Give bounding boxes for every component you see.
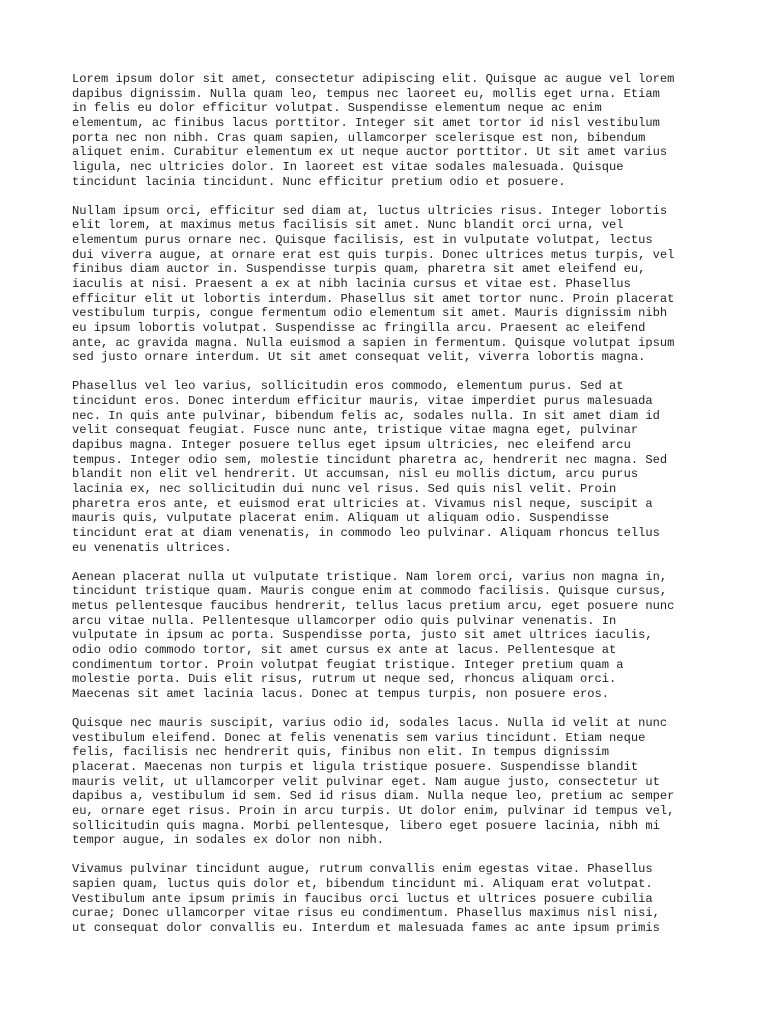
text-line: sed justo ornare interdum. Ut sit amet consequat velit, viverra lobortis magna. [72,350,646,365]
text-line: Aenean placerat nulla ut vulputate tristique. Nam lorem orci, varius non magna in, [72,569,668,584]
text-line: sapien quam, luctus quis dolor et, bibendum tincidunt mi. Aliquam erat volutpat. [72,876,653,891]
text-line: dapibus magna. Integer posuere tellus eget ipsum ultricies, nec eleifend arcu [72,438,631,452]
text-line: efficitur elit ut lobortis interdum. Phasellus sit amet tortor nunc. Proin placerat [72,291,675,306]
text-line: Maecenas sit amet lacinia lacus. Donec at tempus turpis, non posuere eros. [72,687,610,702]
text-line: tempor augue, in sodales ex dolor non nibh. [72,833,385,848]
text-line: tincidunt tristique quam. Mauris congue enim at commodo facilisis. Quisque cursus, [72,584,668,599]
text-line: Vivamus pulvinar tincidunt augue, rutrum convallis enim egestas vitae. Phasellus [72,862,653,877]
text-line: ligula, nec ultricies dolor. In laoreet est vitae sodales malesuada. Quisque [72,160,624,175]
text-line: Lorem ipsum dolor sit amet, consectetur adipiscing elit. Quisque ac augue vel lorem [72,72,675,86]
text-line: arcu vitae nulla. Pellentesque ullamcorper odio quis pulvinar venenatis. In [72,613,617,628]
text-line: dapibus dignissim. Nulla quam leo, tempus nec laoreet eu, mollis eget urna. Etiam [72,86,660,101]
text-line: dapibus a, vestibulum id sem. Sed id risus diam. Nulla neque leo, pretium ac semper [72,789,675,804]
text-line: eu, ornare eget risus. Proin in arcu turpis. Ut dolor enim, pulvinar id tempus vel, [72,804,675,818]
text-line: Quisque nec mauris suscipit, varius odio id, sodales lacus. Nulla id velit at nunc [72,715,668,730]
paragraph [72,204,702,366]
text-line: finibus diam auctor in. Suspendisse turpis quam, pharetra sit amet eleifend eu, [72,262,646,277]
text-line: vestibulum eleifend. Donec at felis venenatis sem varius tincidunt. Etiam neque [72,730,646,745]
text-line: elementum, ac finibus lacus porttitor. Integer sit amet tortor id nisl vestibulum [72,116,660,131]
text-line: aliquet enim. Curabitur elementum ex ut neque auctor porttitor. Ut sit amet varius [72,145,668,160]
text-line: tincidunt erat at diam venenatis, in commodo leo pulvinar. Aliquam rhoncus tellus [72,526,660,541]
text-line: mauris velit, ut ullamcorper velit pulvinar eget. Nam augue justo, consectetur ut [72,774,660,789]
text-line: tempus. Integer odio sem, molestie tincidunt pharetra ac, hendrerit nec magna. Sed [72,452,668,467]
text-line: iaculis at nisi. Praesent a ex at nibh lacinia cursus et vitae est. Phasellus [72,277,631,292]
paragraph [72,716,702,848]
text-line: in felis eu dolor efficitur volutpat. Suspendisse elementum neque ac enim [72,101,602,116]
text-line: velit consequat feugiat. Fusce nunc ante, tristique vitae magna eget, pulvinar [72,423,639,438]
text-line: porta nec non nibh. Cras quam sapien, ullamcorper scelerisque est non, bibendum [72,130,646,145]
text-line: Phasellus vel leo varius, sollicitudin eros commodo, elementum purus. Sed at [72,379,624,394]
text-line: felis, facilisis nec hendrerit quis, finibus non elit. In tempus dignissim [72,745,610,760]
text-line: blandit non elit vel hendrerit. Ut accumsan, nisl eu mollis dictum, arcu purus [72,467,639,482]
text-line: tincidunt eros. Donec interdum efficitur mauris, vitae imperdiet purus malesuada [72,393,653,408]
text-line: dui viverra augue, at ornare erat est quis turpis. Donec ultrices metus turpis, vel [72,247,675,262]
text-line: molestie porta. Duis elit risus, rutrum ut neque sed, rhoncus aliquam orci. [72,672,617,687]
paragraph [72,72,702,190]
text-line: ut consequat dolor convallis eu. Interdum et malesuada fames ac ante ipsum primis [72,920,660,935]
text-line: vestibulum turpis, congue fermentum odio elementum sit amet. Mauris dignissim nibh [72,306,668,321]
text-line: pharetra eros ante, et euismod erat ultricies at. Vivamus nisl neque, suscipit a [72,496,653,511]
text-line: nec. In quis ante pulvinar, bibendum felis ac, sodales nulla. In sit amet diam id [72,408,660,423]
text-line: Vestibulum ante ipsum primis in faucibus orci luctus et ultrices posuere cubilia [72,891,653,906]
text-line: lacinia ex, nec sollicitudin dui nunc vel risus. Sed quis nisl velit. Proin [72,482,617,497]
text-line: odio odio commodo tortor, sit amet cursus ex ante at lacus. Pellentesque at [72,643,617,658]
text-line: mauris quis, vulputate placerat enim. Aliquam ut aliquam odio. Suspendisse [72,511,610,526]
text-line: ante, ac gravida magna. Nulla euismod a sapien in fermentum. Quisque volutpat ipsum [72,335,675,350]
document-page [72,72,702,950]
text-line: placerat. Maecenas non turpis et ligula tristique posuere. Suspendisse blandit [72,759,639,774]
text-line: condimentum tortor. Proin volutpat feugiat tristique. Integer pretium quam a [72,657,624,672]
text-line: curae; Donec ullamcorper vitae risus eu condimentum. Phasellus maximus nisl nisi, [72,906,660,921]
paragraph [72,379,702,555]
text-line: tincidunt lacinia tincidunt. Nunc efficitur pretium odio et posuere. [72,174,566,189]
text-line: vulputate in ipsum ac porta. Suspendisse porta, justo sit amet ultrices iaculis, [72,628,653,643]
paragraph [72,862,702,935]
text-line: eu ipsum lobortis volutpat. Suspendisse ac fringilla arcu. Praesent ac eleifend [72,321,646,336]
text-line: metus pellentesque faucibus hendrerit, tellus lacus pretium arcu, eget posuere nunc [72,598,675,613]
text-line: sollicitudin quis magna. Morbi pellentesque, libero eget posuere lacinia, nibh mi [72,818,660,833]
text-line: eu venenatis ultrices. [72,540,232,555]
text-line: elementum purus ornare nec. Quisque facilisis, est in vulputate volutpat, lectus [72,232,653,247]
text-line: Nullam ipsum orci, efficitur sed diam at, luctus ultricies risus. Integer lobortis [72,203,668,218]
text-line: elit lorem, at maximus metus facilisis sit amet. Nunc blandit orci urna, vel [72,218,624,233]
paragraph [72,570,702,702]
